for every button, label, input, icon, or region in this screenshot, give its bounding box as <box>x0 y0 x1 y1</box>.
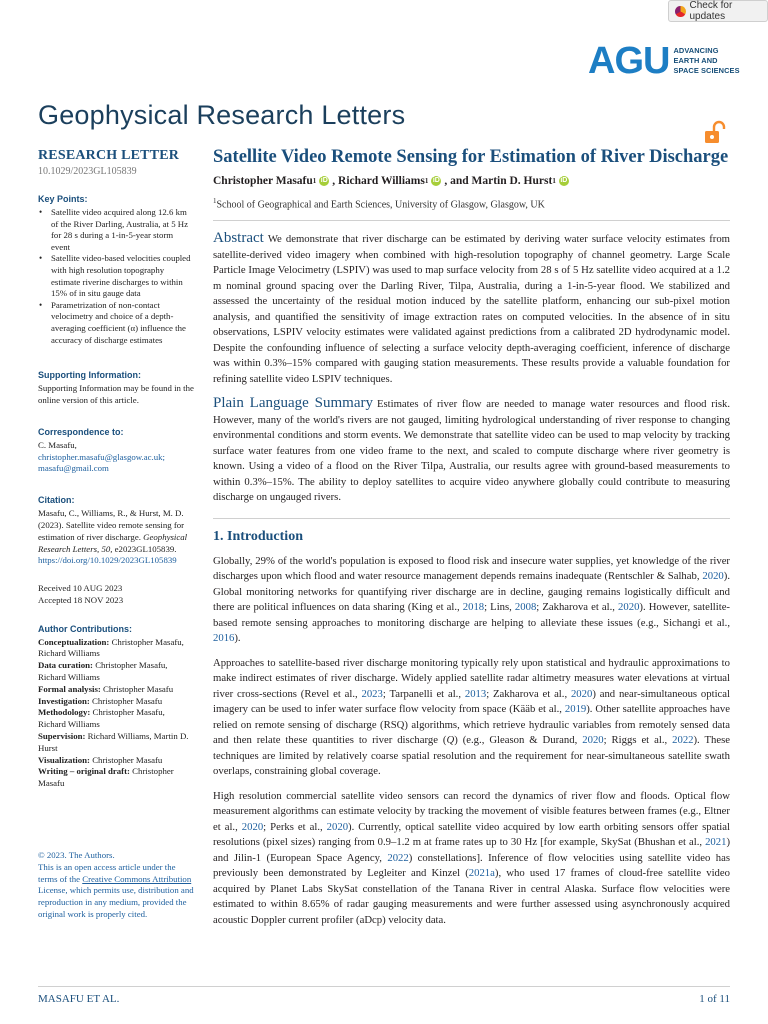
contribution-names: Christopher Masafu, Richard Williams <box>38 707 165 730</box>
contribution-item <box>38 637 194 661</box>
contribution-role: Formal analysis: <box>38 683 101 694</box>
agu-mark: AGU <box>588 40 670 82</box>
agu-tagline-line3: SPACE SCIENCES <box>673 66 740 75</box>
citation-link[interactable]: 2020 <box>241 820 264 833</box>
citation-link[interactable]: 2020 <box>582 734 604 747</box>
affiliation-text: School of Geographical and Earth Sciences, University of Glasgow, Glasgow, UK <box>216 199 545 211</box>
body-text: ). These techniques are limited by relatively coarse spatial resolution and the requirement for near-simultaneous satellite swath overlaps, constraining global coverage. <box>213 734 731 778</box>
key-point: • Satellite video-based velocities coupled with high resolution topography estimate riverine discharges to within 15% of in situ gauge data <box>38 253 194 299</box>
intro-paragraph-1 <box>213 554 730 647</box>
contribution-item <box>38 731 194 755</box>
body-text: ; Lins, <box>484 601 515 614</box>
license-text <box>38 862 194 921</box>
contribution-role: Writing – original draft: <box>38 766 130 777</box>
citation-link[interactable]: 2019 <box>564 703 587 716</box>
supporting-heading: Supporting Information: <box>38 370 141 381</box>
affiliation <box>213 197 730 210</box>
contribution-role: Methodology: <box>38 707 91 718</box>
author-name[interactable]: , Richard Williams <box>332 175 425 187</box>
author-affiliation-sup: 1 <box>552 177 556 185</box>
orcid-icon[interactable]: iD <box>560 177 568 184</box>
citation-link[interactable]: 2021a <box>468 867 495 880</box>
citation-authors-title: Masafu, C., Williams, R., & Hurst, M. D. (2023). Satellite video remote sensing for estimation of river discharge. <box>38 508 185 542</box>
agu-logo <box>588 42 740 80</box>
body-text: ) and Jilin-1 (European Space Agency, <box>213 836 730 864</box>
body-text: Approaches to satellite-based river discharge monitoring typically rely upon statistical and hydraulic approximations to make indirect estimates of river discharge. Widely applied satellite radar altimetry measures water elevations at virtual river cross-sections (Revel et al., <box>213 656 730 700</box>
citation-heading: Citation: <box>38 495 75 506</box>
section-heading-introduction: 1. Introduction <box>213 528 303 544</box>
citation-link[interactable]: 2013 <box>464 687 487 700</box>
agu-tagline <box>673 46 739 76</box>
check-for-updates-label: Check for updates <box>689 0 733 22</box>
license-text-2: License, which permits use, distribution and reproduction in any medium, provided the original work is properly cited. <box>38 885 194 920</box>
body-text: ; Riggs et al., <box>603 734 673 747</box>
discharge-symbol: Q <box>446 734 455 747</box>
contribution-names: Christopher Masafu, Richard Williams <box>38 636 184 659</box>
citation-link[interactable]: 2018 <box>462 601 485 614</box>
contribution-item <box>38 684 194 696</box>
citation-id: e2023GL105839. <box>114 543 177 554</box>
correspondence-email-link[interactable]: christopher.masafu@glasgow.ac.uk; <box>38 451 165 462</box>
key-point: • Satellite video acquired along 12.6 km of the River Darling, Australia, at 5 Hz for 28 s during a 1-in-5-year storm event <box>38 207 194 253</box>
journal-title: Geophysical Research Letters <box>38 100 406 130</box>
body-text: ), who used 17 frames of cloud-free satellite video acquired by Planet Labs SkySat constellation of the Tanana River in central Alaska. Surface flow velocities were estimated to within 8.65% of radar gauging measurements and were further assessed using asynchronously acquired acoustic Doppler current profiler (aDcp) velocity data. <box>213 867 730 926</box>
divider <box>213 220 730 221</box>
contribution-role: Conceptualization: <box>38 636 110 647</box>
citation-link[interactable]: 2020 <box>326 820 349 833</box>
supporting-text: Supporting Information may be found in the online version of this article. <box>38 383 194 405</box>
agu-tagline-line2: EARTH AND <box>673 56 718 65</box>
received-date: Received 10 AUG 2023 <box>38 583 123 594</box>
abstract <box>213 231 730 387</box>
page-footer <box>38 986 730 1005</box>
body-text: Globally, 29% of the world's population is exposed to flood risk and insecure water supplies, yet knowledge of the river discharges upon which flood and water resource management depends remains inadequate (Rentschler & Salhab, <box>213 554 730 583</box>
body-text: ). Other satellite approaches have relied on remote sensing of discharge (RSQ) algorithms, which retrieve hydraulic variables from remotely sensed data and then relate these quantities to river discharge ( <box>213 703 730 747</box>
author-name[interactable]: , and Martin D. Hurst <box>444 175 553 187</box>
correspondence-heading: Correspondence to: <box>38 426 124 437</box>
citation-text <box>38 508 194 567</box>
citation-link[interactable]: 2016 <box>213 632 235 645</box>
contribution-names: Christopher Masafu <box>38 766 174 789</box>
citation-link[interactable]: 2022 <box>672 734 694 747</box>
contribution-names: Christopher Masafu, Richard Williams <box>38 660 168 683</box>
citation-journal: Geophysical Research Letters, 50, <box>38 531 188 554</box>
author-name[interactable]: Christopher Masafu <box>213 175 313 187</box>
agu-tagline-line1: ADVANCING <box>673 46 719 55</box>
contribution-role: Supervision: <box>38 731 86 742</box>
citation-link[interactable]: 2021 <box>705 836 727 849</box>
contribution-item <box>38 660 194 684</box>
creative-commons-link[interactable]: Creative Commons Attribution <box>82 873 192 884</box>
contribution-item <box>38 707 194 731</box>
contribution-names: Christopher Masafu <box>92 695 163 706</box>
key-points-list <box>38 207 194 346</box>
contribution-names: Christopher Masafu <box>92 754 163 765</box>
body-text: High resolution commercial satellite video sensors can record the dynamics of river flow and floods. Optical flow measurement algorithms can estimate velocity by tracking the movement of visible features between frames (e.g., Eltner et al., <box>213 789 730 833</box>
contribution-item <box>38 755 194 767</box>
main-column <box>213 146 730 928</box>
body-text: ). Global monitoring networks for quantifying river discharge are in decline, gauging remains logistically difficult and there are political influences on data sharing (King et al., <box>213 570 730 614</box>
body-text: ). <box>234 632 241 645</box>
intro-paragraph-2 <box>213 656 730 780</box>
citation-link[interactable]: 2020 <box>570 687 593 700</box>
license-block <box>38 850 194 921</box>
pls-heading: Plain Language Summary <box>213 395 373 412</box>
sidebar <box>38 146 194 921</box>
intro-paragraph-3 <box>213 789 730 929</box>
crossmark-icon <box>675 6 686 17</box>
author-contributions-heading: Author Contributions: <box>38 623 132 634</box>
article-doi[interactable]: 10.1029/2023GL105839 <box>38 166 137 177</box>
body-text: ; Zakharova et al., <box>486 687 571 700</box>
key-points-heading: Key Points: <box>38 194 88 204</box>
body-text: ) (e.g., Gleason & Durand, <box>454 734 583 747</box>
pls-text: Estimates of river flow are needed to manage water resources and flood risk. However, many of the world's rivers are not gauged, limiting hydrological understanding of river response to changing environmental conditions and storm events. We demonstrate that satellite video can be used to map velocity by tracking surface water features from one video frame to the next, and scaled to compute discharge where river geometry is known. Using a video of a flood on the River Tilpa, Australia, our results agree with ground-based measurements to within 0.3%–15%. The ability to deploy satellites to acquire video anywhere globally could contribute to measuring discharge on ungauged rivers. <box>213 398 730 504</box>
accepted-date: Accepted 18 NOV 2023 <box>38 594 124 605</box>
body-text: ; Zakharova et al., <box>536 601 619 614</box>
correspondence-name: C. Masafu, <box>38 439 77 450</box>
footer-authors: MASAFU ET AL. <box>38 993 120 1005</box>
abstract-heading: Abstract <box>213 230 264 247</box>
open-access-icon[interactable] <box>703 120 729 146</box>
article-type: RESEARCH LETTER <box>38 148 180 163</box>
orcid-icon[interactable]: iD <box>432 177 440 184</box>
citation-doi-link[interactable]: https://doi.org/10.1029/2023GL105839 <box>38 555 177 566</box>
author-list <box>213 175 730 187</box>
body-text: ) and near-simultaneous optical imagery can be used to infer water surface flow velocity from space (Kääb et al., <box>213 687 730 716</box>
orcid-icon[interactable]: iD <box>320 177 328 184</box>
key-point: • Parametrization of non-contact velocimetry and choice of a depth-averaging coefficient (α) influence the accuracy of discharge estimates <box>38 300 194 346</box>
citation-link[interactable]: 2020 <box>618 601 640 614</box>
author-affiliation-sup: 1 <box>424 177 429 185</box>
body-text: ). However, satellite-based remote sensing approaches to monitoring discharge are helping to alleviate these issues (e.g., Sichangi et al., <box>213 601 730 629</box>
contribution-names: Richard Williams, Martin D. Hurst <box>38 731 189 753</box>
contribution-item <box>38 696 194 708</box>
check-for-updates-button[interactable] <box>668 0 768 22</box>
plain-language-summary <box>213 396 730 506</box>
copyright-notice: © 2023. The Authors. <box>38 850 115 861</box>
body-text: ) constellations]. Inference of flow velocities using satellite video has previously been demonstrated by Legleiter and Kinzel ( <box>213 851 730 880</box>
citation-link[interactable]: 2008 <box>514 601 537 614</box>
body-text: ; Tarpanelli et al., <box>382 687 465 700</box>
license-text-1: This is an open access article under the terms of the <box>38 861 176 884</box>
correspondence-email-link[interactable]: masafu@gmail.com <box>38 463 109 474</box>
citation-link[interactable]: 2020 <box>702 570 724 583</box>
contribution-role: Data curation: <box>38 660 93 671</box>
page-number: 1 of 11 <box>699 993 730 1005</box>
body-text: ). Currently, optical satellite video acquired by low earth orbiting sensors offer spatial resolutions (pixel sizes) ranging from 0.9–1.2 m at frame rates up to 30 Hz [for example, SkySat (Bhushan et al., <box>213 820 730 849</box>
abstract-text: We demonstrate that river discharge can be estimated by deriving water surface velocity estimates from satellite-derived video imagery when combined with high-resolution topography of channel geometry. Large Scale Particle Image Velocimetry (LSPIV) was used to map surface velocity from 28 s of 5 Hz satellite video acquired at a 1.2 m nominal ground spacing over the Darling River, Tilpa, Australia, during a 1-in-5-year flood. We stabilized and assessed the uncertainty of the residual motion induced by the satellite platform, enhancing our sub-pixel motion analysis, and quantified the sensitivity of image extraction rates on computed velocities. In the absence of in situ observations, LSPIV velocity estimates were validated against predictions from a calibrated 2D hydrodynamic model. Despite the confounding influence of selecting a surface velocity depth-averaging coefficient, inference of discharge was within 0.3%–15% compared with gauging station measurements. These results provide a valuable foundation for refining satellite video LSPIV techniques. <box>213 233 730 385</box>
divider <box>213 518 730 519</box>
article-title: Satellite Video Remote Sensing for Estimation of River Discharge <box>213 147 729 167</box>
contribution-role: Visualization: <box>38 754 90 765</box>
author-contributions <box>38 637 194 790</box>
citation-link[interactable]: 2023 <box>361 687 383 700</box>
contribution-names: Christopher Masafu <box>103 683 174 694</box>
body-text: ; Perks et al., <box>263 820 327 833</box>
contribution-role: Investigation: <box>38 695 90 706</box>
author-affiliation-sup: 1 <box>312 177 317 185</box>
affiliation-sup: 1 <box>213 197 217 205</box>
citation-link[interactable]: 2022 <box>387 851 409 864</box>
contribution-item <box>38 766 194 790</box>
